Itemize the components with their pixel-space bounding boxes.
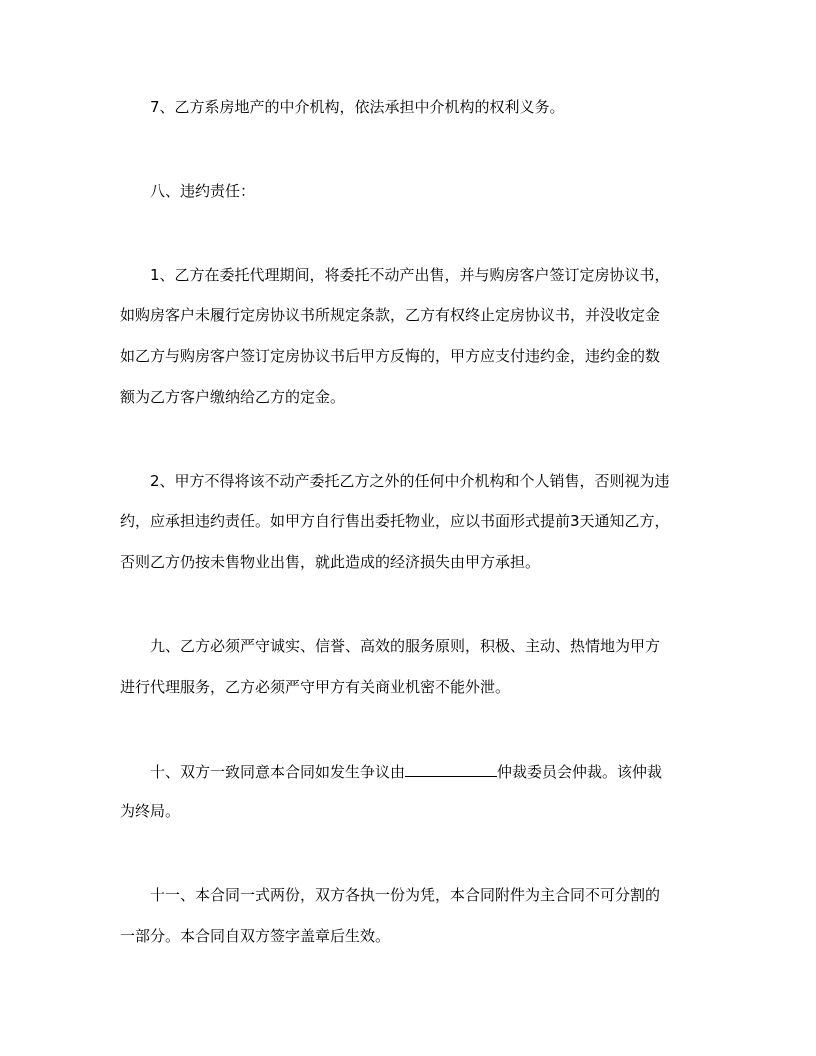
clause-8-1-line-2: 如购房客户未履行定房协议书所规定条款，乙方有权终止定房协议书，并没收定金 [120, 306, 661, 324]
clause-8-1-line-4: 额为乙方客户缴纳给乙方的定金。 [120, 388, 346, 406]
section-9-line-2: 进行代理服务，乙方必须严守甲方有关商业机密不能外泄。 [120, 678, 511, 696]
clause-8-2-line-3: 否则乙方仍按未售物业出售，就此造成的经济损失由甲方承担。 [120, 553, 541, 571]
clause-8-2-line-2: 约，应承担违约责任。如甲方自行售出委托物业，应以书面形式提前3天通知乙方， [120, 512, 670, 530]
clause-8-2-line-1: 2、甲方不得将该不动产委托乙方之外的任何中介机构和个人销售，否则视为违 [150, 472, 670, 490]
section-11-line-2: 一部分。本合同自双方签字盖章后生效。 [120, 927, 391, 945]
section-8-heading: 八、违约责任： [150, 182, 256, 200]
section-10-line-1 [150, 760, 700, 782]
clause-8-1-line-3: 如乙方与购房客户签订定房协议书后甲方反悔的，甲方应支付违约金，违约金的数 [120, 347, 661, 365]
arbitration-blank [405, 760, 497, 777]
section-10-text-before: 十、双方一致同意本合同如发生争议由 [150, 763, 406, 781]
clause-7: 7、乙方系房地产的中介机构，依法承担中介机构的权利义务。 [150, 98, 565, 116]
section-10-text-after: 仲裁委员会仲裁。该仲裁 [497, 763, 663, 781]
section-10-line-2: 为终局。 [120, 802, 181, 820]
clause-8-1-line-1: 1、乙方在委托代理期间，将委托不动产出售，并与购房客户签订定房协议书， [150, 266, 670, 284]
section-11-line-1: 十一、本合同一式两份，双方各执一份为凭，本合同附件为主合同不可分割的 [150, 886, 661, 904]
section-9-line-1: 九、乙方必须严守诚实、信誉、高效的服务原则，积极、主动、热情地为甲方 [150, 637, 661, 655]
